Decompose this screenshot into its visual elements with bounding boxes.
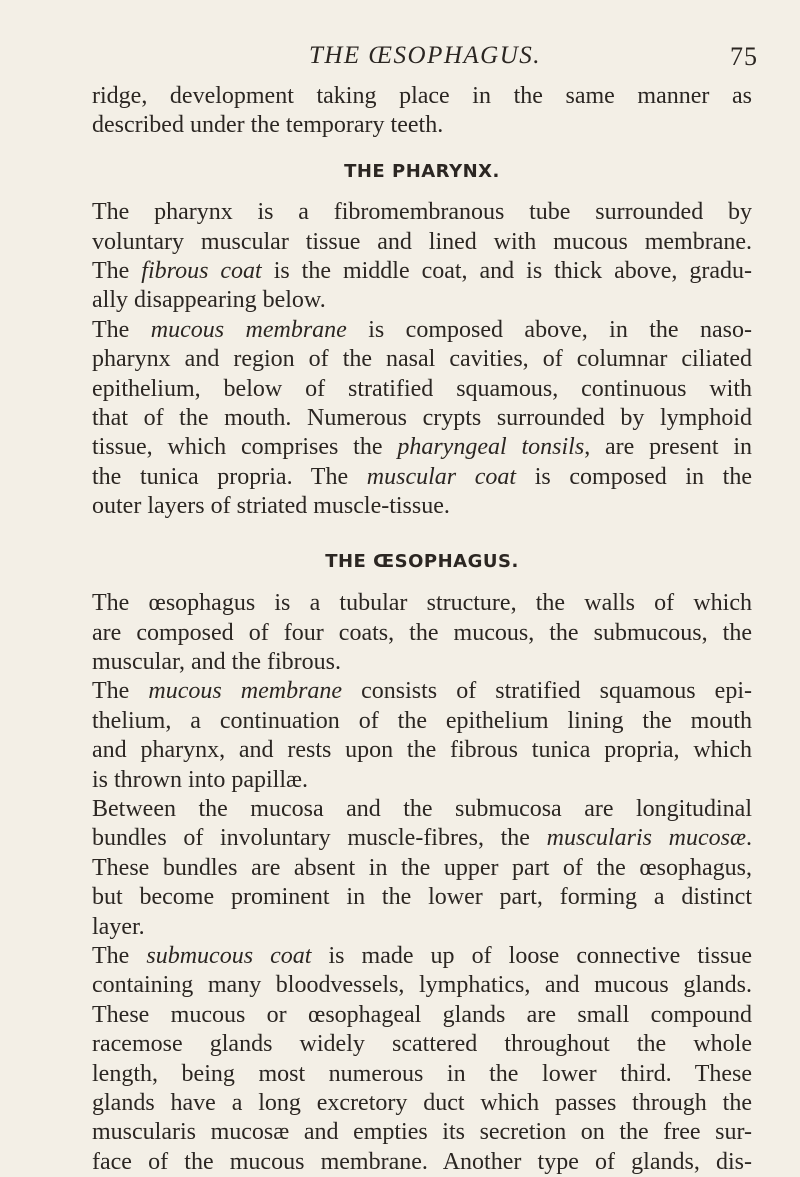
text-run: The (92, 258, 142, 285)
text-run: outer layers of striated muscle-tissue. (92, 493, 450, 520)
italic-term: muscularis mucosæ (546, 825, 746, 852)
text-run: that of the mouth. Numerous crypts surrounded by lymphoid (92, 405, 752, 432)
section-heading: THE ŒSOPHAGUS. (325, 550, 519, 572)
text-run: The (92, 678, 149, 705)
text-run: pharynx and region of the nasal cavities, of columnar ciliated (92, 346, 752, 373)
text-run: racemose glands widely scattered throughout the whole (92, 1031, 752, 1058)
sections (92, 157, 752, 1177)
page-number: 75 (730, 42, 758, 71)
text-run: is composed in the (516, 463, 752, 490)
text-run: The œsophagus is a tubular structure, the walls of which (92, 590, 752, 617)
italic-term: fibrous coat (141, 258, 262, 285)
text-line (92, 1001, 752, 1030)
text-line (92, 913, 752, 942)
text-run: glands have a long excretory duct which passes through the (92, 1090, 752, 1116)
text-run: Between the mucosa and the submucosa are longitudinal (92, 795, 752, 822)
text-run: face of the mucous membrane. Another type of glands, dis- (92, 1148, 752, 1175)
text-run: The (92, 942, 147, 969)
text-run: is the middle coat, and is thick above, gradu- (261, 258, 753, 285)
text-line: ridge, development taking place in the same manner as (92, 83, 752, 109)
italic-term: submucous coat (146, 942, 312, 969)
text-run: . (746, 825, 752, 852)
text-run: The (92, 316, 151, 343)
text-run: bundles of involuntary muscle-fibres, the (92, 825, 547, 852)
text-line (92, 766, 752, 795)
text-run: The pharynx is a fibromembranous tube surrounded by (92, 199, 752, 226)
text-line (92, 883, 752, 912)
intro-paragraph (92, 82, 752, 141)
text-run: epithelium, below of stratified squamous, continuous with (92, 375, 752, 402)
text-run: are composed of four coats, the mucous, the submucous, the (92, 619, 752, 646)
text-line (92, 228, 752, 257)
text-line (92, 736, 752, 765)
text-run: muscular, and the fibrous. (92, 648, 341, 675)
paragraph (92, 677, 752, 795)
text-line (92, 795, 752, 824)
text-run: consists of stratified squamous epi- (342, 678, 752, 705)
paragraph (92, 795, 752, 942)
text-run: and pharynx, and rests upon the fibrous tunica propria, which (92, 737, 752, 764)
text-line (92, 619, 752, 648)
text-line (92, 1089, 752, 1118)
paragraph (92, 589, 752, 677)
text-line (92, 286, 752, 315)
text-line (92, 404, 752, 433)
text-run: These bundles are absent in the upper part of the œsophagus, (92, 854, 752, 881)
italic-term: muscular coat (366, 463, 517, 490)
paragraph (92, 942, 752, 1177)
text-line (92, 971, 752, 1000)
text-line (92, 1148, 752, 1177)
text-run: thelium, a continuation of the epithelium lining the mouth (92, 707, 752, 734)
text-run: voluntary muscular tissue and lined with mucous membrane. (92, 228, 752, 255)
italic-term: mucous membrane (150, 316, 347, 343)
section-heading: THE PHARYNX. (344, 160, 500, 182)
text-run: is thrown into papillæ. (92, 766, 308, 793)
text-run: ally disappearing below. (92, 287, 326, 314)
text-line (92, 345, 752, 374)
text-run: tissue, which comprises the (92, 434, 398, 461)
text-run: muscularis mucosæ and empties its secretion on the free sur- (92, 1119, 752, 1146)
text-line (92, 589, 752, 618)
text-line (92, 463, 752, 492)
text-run: layer. (92, 913, 145, 940)
text-run: These mucous or œsophageal glands are small compound (92, 1001, 752, 1028)
text-line (92, 942, 752, 971)
text-line (92, 257, 752, 286)
text-run: length, being most numerous in the lower third. These (92, 1060, 752, 1087)
text-line (92, 316, 752, 345)
running-title: THE ŒSOPHAGUS. (308, 42, 542, 69)
text-run: the tunica propria. The (92, 463, 367, 490)
text-run: but become prominent in the lower part, forming a distinct (92, 884, 752, 911)
body-text (92, 82, 752, 1177)
text-line (92, 824, 752, 853)
text-run: is composed above, in the naso- (346, 316, 752, 343)
italic-term: mucous membrane (148, 678, 343, 705)
text-line (92, 1060, 752, 1089)
text-run: , are present in (584, 434, 752, 461)
text-run: is made up of loose connective tissue (311, 942, 753, 969)
text-line (92, 648, 752, 677)
text-line (92, 707, 752, 736)
text-line: described under the temporary teeth. (92, 112, 444, 139)
italic-term: pharyngeal tonsils (397, 434, 585, 461)
text-line (92, 492, 752, 521)
text-line (92, 1118, 752, 1147)
text-line (92, 375, 752, 404)
text-line (92, 1030, 752, 1059)
text-run: containing many bloodvessels, lymphatics, and mucous glands. (92, 972, 752, 999)
paragraph (92, 316, 752, 522)
text-line (92, 854, 752, 883)
running-head (92, 42, 758, 76)
text-line (92, 433, 752, 462)
text-line (92, 677, 752, 706)
text-line (92, 198, 752, 227)
paragraph (92, 198, 752, 316)
